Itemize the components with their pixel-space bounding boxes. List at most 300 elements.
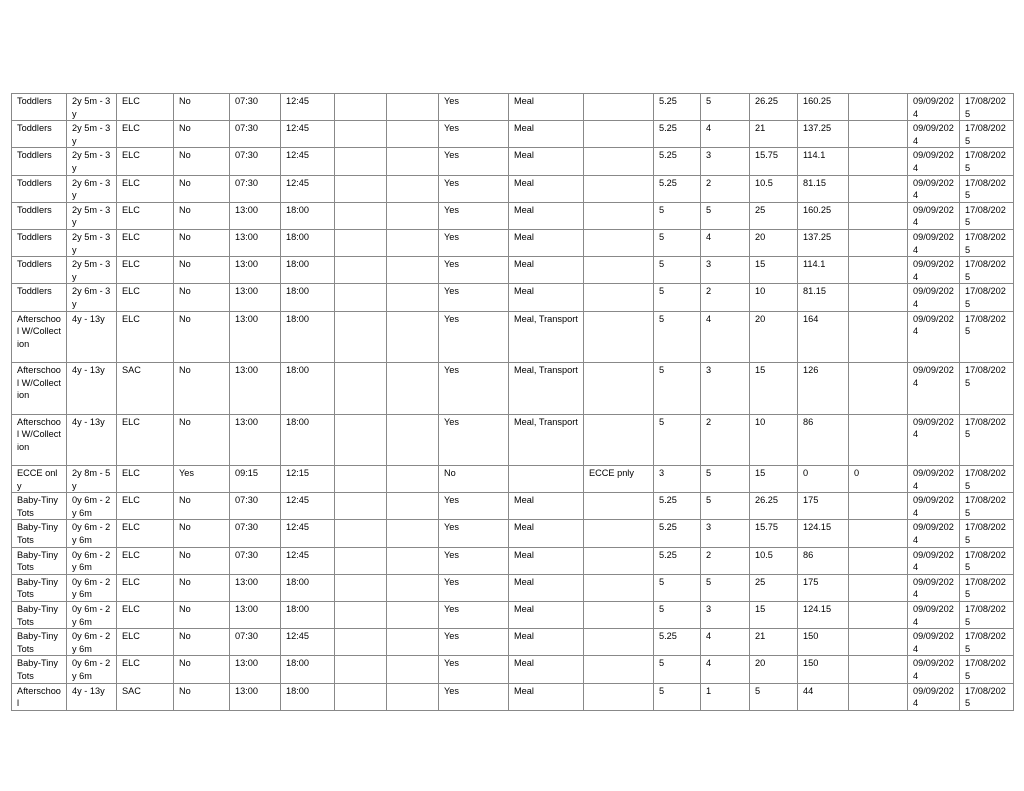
end-time-cell: 18:00 xyxy=(281,257,335,284)
blank-cell-b xyxy=(387,520,439,547)
extras-cell: Meal, Transport xyxy=(509,363,584,415)
included-cell: Yes xyxy=(439,311,509,363)
age-range-cell: 0y 6m - 2y 6m xyxy=(67,520,117,547)
start-date-cell: 09/09/2024 xyxy=(908,311,960,363)
end-date-cell: 17/08/2025 xyxy=(960,574,1014,601)
extras-cell: Meal xyxy=(509,94,584,121)
blank-cell-a xyxy=(335,683,387,710)
age-range-cell: 0y 6m - 2y 6m xyxy=(67,629,117,656)
start-time-cell: 07:30 xyxy=(230,148,281,175)
class-name-cell: Afterschool W/Collection xyxy=(12,311,67,363)
start-date-cell: 09/09/2024 xyxy=(908,175,960,202)
blank-cell-a xyxy=(335,175,387,202)
ecce-fee-cell xyxy=(849,202,908,229)
hours-cell: 3 xyxy=(654,466,701,493)
scheme-cell: ELC xyxy=(117,547,174,574)
end-time-cell: 12:45 xyxy=(281,175,335,202)
extras-cell: Meal xyxy=(509,683,584,710)
end-date-cell: 17/08/2025 xyxy=(960,311,1014,363)
start-date-cell: 09/09/2024 xyxy=(908,148,960,175)
table-row xyxy=(12,284,1014,311)
end-date-cell: 17/08/2025 xyxy=(960,202,1014,229)
age-range-cell: 2y 5m - 3y xyxy=(67,148,117,175)
weekly-fee-cell: 124.15 xyxy=(798,520,849,547)
hours-cell: 5 xyxy=(654,202,701,229)
blank-cell-a xyxy=(335,363,387,415)
end-date-cell: 17/08/2025 xyxy=(960,466,1014,493)
blank-cell-a xyxy=(335,121,387,148)
extras-cell: Meal xyxy=(509,202,584,229)
start-date-cell: 09/09/2024 xyxy=(908,656,960,683)
start-time-cell: 07:30 xyxy=(230,520,281,547)
included-cell: Yes xyxy=(439,601,509,628)
start-date-cell: 09/09/2024 xyxy=(908,202,960,229)
scheme-cell: ELC xyxy=(117,121,174,148)
end-time-cell: 12:45 xyxy=(281,629,335,656)
hours-cell: 5.25 xyxy=(654,94,701,121)
table-row xyxy=(12,414,1014,466)
age-range-cell: 2y 6m - 3y xyxy=(67,175,117,202)
scheme-cell: ELC xyxy=(117,148,174,175)
start-time-cell: 07:30 xyxy=(230,547,281,574)
weekly-hours-cell: 26.25 xyxy=(750,493,798,520)
included-cell: Yes xyxy=(439,520,509,547)
days-cell: 3 xyxy=(701,148,750,175)
days-cell: 4 xyxy=(701,629,750,656)
end-date-cell: 17/08/2025 xyxy=(960,493,1014,520)
start-time-cell: 07:30 xyxy=(230,629,281,656)
class-name-cell: Baby-Tiny Tots xyxy=(12,656,67,683)
age-range-cell: 0y 6m - 2y 6m xyxy=(67,574,117,601)
weekly-hours-cell: 15 xyxy=(750,363,798,415)
age-range-cell: 2y 5m - 3y xyxy=(67,94,117,121)
start-date-cell: 09/09/2024 xyxy=(908,284,960,311)
end-time-cell: 18:00 xyxy=(281,414,335,466)
days-cell: 2 xyxy=(701,284,750,311)
end-time-cell: 18:00 xyxy=(281,284,335,311)
scheme-cell: SAC xyxy=(117,363,174,415)
days-cell: 3 xyxy=(701,257,750,284)
blank-cell-a xyxy=(335,629,387,656)
scheme-cell: ELC xyxy=(117,175,174,202)
notes-cell xyxy=(584,520,654,547)
end-date-cell: 17/08/2025 xyxy=(960,257,1014,284)
hours-cell: 5.25 xyxy=(654,175,701,202)
end-date-cell: 17/08/2025 xyxy=(960,121,1014,148)
ecce-fee-cell xyxy=(849,311,908,363)
notes-cell xyxy=(584,148,654,175)
ecce-cell: No xyxy=(174,202,230,229)
end-date-cell: 17/08/2025 xyxy=(960,656,1014,683)
weekly-fee-cell: 44 xyxy=(798,683,849,710)
hours-cell: 5 xyxy=(654,414,701,466)
end-time-cell: 18:00 xyxy=(281,574,335,601)
weekly-fee-cell: 175 xyxy=(798,574,849,601)
notes-cell xyxy=(584,547,654,574)
extras-cell xyxy=(509,466,584,493)
weekly-fee-cell: 0 xyxy=(798,466,849,493)
ecce-cell: No xyxy=(174,656,230,683)
weekly-hours-cell: 10 xyxy=(750,284,798,311)
blank-cell-b xyxy=(387,229,439,256)
table-row xyxy=(12,202,1014,229)
days-cell: 5 xyxy=(701,574,750,601)
ecce-cell: No xyxy=(174,683,230,710)
included-cell: Yes xyxy=(439,547,509,574)
table-row xyxy=(12,94,1014,121)
blank-cell-b xyxy=(387,574,439,601)
ecce-fee-cell xyxy=(849,683,908,710)
scheme-cell: ELC xyxy=(117,656,174,683)
included-cell: Yes xyxy=(439,148,509,175)
notes-cell xyxy=(584,311,654,363)
hours-cell: 5.25 xyxy=(654,629,701,656)
start-date-cell: 09/09/2024 xyxy=(908,493,960,520)
table-row xyxy=(12,175,1014,202)
table-row xyxy=(12,363,1014,415)
ecce-cell: No xyxy=(174,284,230,311)
notes-cell xyxy=(584,94,654,121)
included-cell: Yes xyxy=(439,629,509,656)
ecce-cell: No xyxy=(174,574,230,601)
class-name-cell: Baby-Tiny Tots xyxy=(12,520,67,547)
start-date-cell: 09/09/2024 xyxy=(908,257,960,284)
start-time-cell: 07:30 xyxy=(230,175,281,202)
notes-cell xyxy=(584,284,654,311)
blank-cell-b xyxy=(387,629,439,656)
days-cell: 5 xyxy=(701,94,750,121)
included-cell: Yes xyxy=(439,94,509,121)
blank-cell-b xyxy=(387,121,439,148)
days-cell: 5 xyxy=(701,202,750,229)
class-name-cell: Toddlers xyxy=(12,284,67,311)
days-cell: 2 xyxy=(701,547,750,574)
table-row xyxy=(12,466,1014,493)
days-cell: 5 xyxy=(701,466,750,493)
weekly-fee-cell: 160.25 xyxy=(798,94,849,121)
extras-cell: Meal xyxy=(509,493,584,520)
end-time-cell: 12:45 xyxy=(281,148,335,175)
scheme-cell: ELC xyxy=(117,284,174,311)
class-name-cell: Toddlers xyxy=(12,121,67,148)
notes-cell xyxy=(584,257,654,284)
start-time-cell: 13:00 xyxy=(230,229,281,256)
weekly-fee-cell: 86 xyxy=(798,414,849,466)
notes-cell xyxy=(584,601,654,628)
blank-cell-b xyxy=(387,94,439,121)
extras-cell: Meal xyxy=(509,520,584,547)
extras-cell: Meal, Transport xyxy=(509,414,584,466)
start-date-cell: 09/09/2024 xyxy=(908,229,960,256)
included-cell: Yes xyxy=(439,284,509,311)
end-time-cell: 12:45 xyxy=(281,493,335,520)
scheme-cell: ELC xyxy=(117,520,174,547)
start-time-cell: 13:00 xyxy=(230,311,281,363)
blank-cell-a xyxy=(335,547,387,574)
hours-cell: 5 xyxy=(654,284,701,311)
notes-cell xyxy=(584,683,654,710)
class-name-cell: ECCE only xyxy=(12,466,67,493)
days-cell: 1 xyxy=(701,683,750,710)
hours-cell: 5 xyxy=(654,311,701,363)
table-row xyxy=(12,229,1014,256)
blank-cell-b xyxy=(387,175,439,202)
ecce-fee-cell xyxy=(849,257,908,284)
table-row xyxy=(12,257,1014,284)
scheme-cell: ELC xyxy=(117,202,174,229)
notes-cell xyxy=(584,414,654,466)
notes-cell xyxy=(584,175,654,202)
weekly-hours-cell: 20 xyxy=(750,229,798,256)
blank-cell-b xyxy=(387,414,439,466)
end-time-cell: 18:00 xyxy=(281,601,335,628)
end-date-cell: 17/08/2025 xyxy=(960,284,1014,311)
scheme-cell: ELC xyxy=(117,629,174,656)
blank-cell-a xyxy=(335,414,387,466)
weekly-fee-cell: 114.1 xyxy=(798,257,849,284)
included-cell: Yes xyxy=(439,121,509,148)
start-time-cell: 09:15 xyxy=(230,466,281,493)
weekly-fee-cell: 81.15 xyxy=(798,284,849,311)
blank-cell-b xyxy=(387,466,439,493)
start-time-cell: 13:00 xyxy=(230,601,281,628)
age-range-cell: 0y 6m - 2y 6m xyxy=(67,656,117,683)
blank-cell-a xyxy=(335,148,387,175)
end-date-cell: 17/08/2025 xyxy=(960,629,1014,656)
extras-cell: Meal xyxy=(509,229,584,256)
start-date-cell: 09/09/2024 xyxy=(908,547,960,574)
extras-cell: Meal xyxy=(509,656,584,683)
notes-cell xyxy=(584,363,654,415)
table-row xyxy=(12,493,1014,520)
age-range-cell: 2y 5m - 3y xyxy=(67,202,117,229)
weekly-hours-cell: 20 xyxy=(750,311,798,363)
ecce-fee-cell xyxy=(849,414,908,466)
ecce-fee-cell xyxy=(849,547,908,574)
table-row xyxy=(12,629,1014,656)
start-date-cell: 09/09/2024 xyxy=(908,94,960,121)
end-time-cell: 18:00 xyxy=(281,363,335,415)
days-cell: 2 xyxy=(701,175,750,202)
class-name-cell: Baby-Tiny Tots xyxy=(12,493,67,520)
age-range-cell: 4y - 13y xyxy=(67,683,117,710)
hours-cell: 5.25 xyxy=(654,148,701,175)
end-date-cell: 17/08/2025 xyxy=(960,547,1014,574)
ecce-cell: No xyxy=(174,229,230,256)
ecce-fee-cell xyxy=(849,121,908,148)
age-range-cell: 0y 6m - 2y 6m xyxy=(67,493,117,520)
class-name-cell: Afterschool xyxy=(12,683,67,710)
ecce-fee-cell xyxy=(849,94,908,121)
blank-cell-a xyxy=(335,284,387,311)
age-range-cell: 4y - 13y xyxy=(67,311,117,363)
age-range-cell: 2y 5m - 3y xyxy=(67,257,117,284)
ecce-cell: No xyxy=(174,601,230,628)
age-range-cell: 4y - 13y xyxy=(67,363,117,415)
class-name-cell: Afterschool W/Collection xyxy=(12,414,67,466)
ecce-cell: No xyxy=(174,414,230,466)
notes-cell: ECCE pnly xyxy=(584,466,654,493)
ecce-cell: Yes xyxy=(174,466,230,493)
end-time-cell: 12:45 xyxy=(281,547,335,574)
weekly-fee-cell: 150 xyxy=(798,656,849,683)
hours-cell: 5 xyxy=(654,683,701,710)
start-time-cell: 13:00 xyxy=(230,202,281,229)
weekly-fee-cell: 164 xyxy=(798,311,849,363)
weekly-hours-cell: 15.75 xyxy=(750,520,798,547)
class-name-cell: Toddlers xyxy=(12,94,67,121)
hours-cell: 5.25 xyxy=(654,520,701,547)
table-row xyxy=(12,311,1014,363)
blank-cell-b xyxy=(387,311,439,363)
class-name-cell: Toddlers xyxy=(12,175,67,202)
blank-cell-a xyxy=(335,202,387,229)
age-range-cell: 2y 8m - 5y xyxy=(67,466,117,493)
notes-cell xyxy=(584,629,654,656)
blank-cell-a xyxy=(335,257,387,284)
end-time-cell: 12:45 xyxy=(281,520,335,547)
ecce-cell: No xyxy=(174,148,230,175)
start-date-cell: 09/09/2024 xyxy=(908,683,960,710)
end-date-cell: 17/08/2025 xyxy=(960,363,1014,415)
hours-cell: 5 xyxy=(654,257,701,284)
start-time-cell: 13:00 xyxy=(230,574,281,601)
ecce-cell: No xyxy=(174,94,230,121)
weekly-fee-cell: 86 xyxy=(798,547,849,574)
start-time-cell: 13:00 xyxy=(230,656,281,683)
hours-cell: 5 xyxy=(654,229,701,256)
days-cell: 3 xyxy=(701,363,750,415)
weekly-fee-cell: 126 xyxy=(798,363,849,415)
ecce-fee-cell xyxy=(849,656,908,683)
included-cell: Yes xyxy=(439,493,509,520)
hours-cell: 5 xyxy=(654,601,701,628)
scheme-cell: ELC xyxy=(117,601,174,628)
extras-cell: Meal xyxy=(509,284,584,311)
blank-cell-a xyxy=(335,229,387,256)
start-date-cell: 09/09/2024 xyxy=(908,601,960,628)
start-date-cell: 09/09/2024 xyxy=(908,520,960,547)
days-cell: 5 xyxy=(701,493,750,520)
start-date-cell: 09/09/2024 xyxy=(908,414,960,466)
class-name-cell: Baby-Tiny Tots xyxy=(12,629,67,656)
days-cell: 4 xyxy=(701,121,750,148)
notes-cell xyxy=(584,574,654,601)
table-row xyxy=(12,547,1014,574)
end-time-cell: 12:15 xyxy=(281,466,335,493)
included-cell: Yes xyxy=(439,363,509,415)
notes-cell xyxy=(584,202,654,229)
table-row xyxy=(12,121,1014,148)
blank-cell-a xyxy=(335,466,387,493)
ecce-fee-cell xyxy=(849,175,908,202)
ecce-fee-cell xyxy=(849,520,908,547)
included-cell: Yes xyxy=(439,202,509,229)
start-date-cell: 09/09/2024 xyxy=(908,121,960,148)
extras-cell: Meal xyxy=(509,629,584,656)
ecce-cell: No xyxy=(174,311,230,363)
ecce-fee-cell xyxy=(849,284,908,311)
table-row xyxy=(12,520,1014,547)
weekly-fee-cell: 124.15 xyxy=(798,601,849,628)
scheme-cell: ELC xyxy=(117,257,174,284)
ecce-cell: No xyxy=(174,493,230,520)
fee-table xyxy=(11,93,1014,711)
age-range-cell: 0y 6m - 2y 6m xyxy=(67,601,117,628)
hours-cell: 5.25 xyxy=(654,493,701,520)
extras-cell: Meal xyxy=(509,601,584,628)
table-row xyxy=(12,683,1014,710)
end-time-cell: 18:00 xyxy=(281,656,335,683)
scheme-cell: ELC xyxy=(117,493,174,520)
weekly-hours-cell: 25 xyxy=(750,574,798,601)
blank-cell-a xyxy=(335,520,387,547)
scheme-cell: ELC xyxy=(117,414,174,466)
end-time-cell: 18:00 xyxy=(281,311,335,363)
age-range-cell: 4y - 13y xyxy=(67,414,117,466)
included-cell: Yes xyxy=(439,656,509,683)
hours-cell: 5 xyxy=(654,574,701,601)
end-date-cell: 17/08/2025 xyxy=(960,148,1014,175)
extras-cell: Meal xyxy=(509,257,584,284)
class-name-cell: Toddlers xyxy=(12,229,67,256)
end-date-cell: 17/08/2025 xyxy=(960,229,1014,256)
extras-cell: Meal, Transport xyxy=(509,311,584,363)
table-row xyxy=(12,601,1014,628)
days-cell: 4 xyxy=(701,229,750,256)
blank-cell-b xyxy=(387,683,439,710)
extras-cell: Meal xyxy=(509,574,584,601)
end-date-cell: 17/08/2025 xyxy=(960,683,1014,710)
blank-cell-b xyxy=(387,202,439,229)
start-date-cell: 09/09/2024 xyxy=(908,574,960,601)
included-cell: Yes xyxy=(439,414,509,466)
end-time-cell: 18:00 xyxy=(281,202,335,229)
weekly-hours-cell: 15 xyxy=(750,601,798,628)
class-name-cell: Afterschool W/Collection xyxy=(12,363,67,415)
end-date-cell: 17/08/2025 xyxy=(960,520,1014,547)
weekly-fee-cell: 114.1 xyxy=(798,148,849,175)
end-time-cell: 12:45 xyxy=(281,121,335,148)
weekly-fee-cell: 137.25 xyxy=(798,121,849,148)
days-cell: 2 xyxy=(701,414,750,466)
class-name-cell: Toddlers xyxy=(12,202,67,229)
weekly-hours-cell: 21 xyxy=(750,629,798,656)
start-time-cell: 13:00 xyxy=(230,257,281,284)
blank-cell-b xyxy=(387,601,439,628)
blank-cell-b xyxy=(387,363,439,415)
ecce-cell: No xyxy=(174,175,230,202)
blank-cell-a xyxy=(335,574,387,601)
extras-cell: Meal xyxy=(509,148,584,175)
start-time-cell: 07:30 xyxy=(230,94,281,121)
start-time-cell: 13:00 xyxy=(230,363,281,415)
weekly-fee-cell: 150 xyxy=(798,629,849,656)
end-time-cell: 12:45 xyxy=(281,94,335,121)
blank-cell-a xyxy=(335,94,387,121)
weekly-hours-cell: 21 xyxy=(750,121,798,148)
hours-cell: 5.25 xyxy=(654,121,701,148)
start-date-cell: 09/09/2024 xyxy=(908,363,960,415)
class-name-cell: Baby-Tiny Tots xyxy=(12,547,67,574)
weekly-hours-cell: 15.75 xyxy=(750,148,798,175)
fee-table-body xyxy=(12,94,1014,711)
weekly-hours-cell: 25 xyxy=(750,202,798,229)
weekly-hours-cell: 10.5 xyxy=(750,547,798,574)
extras-cell: Meal xyxy=(509,175,584,202)
scheme-cell: ELC xyxy=(117,229,174,256)
ecce-fee-cell xyxy=(849,629,908,656)
